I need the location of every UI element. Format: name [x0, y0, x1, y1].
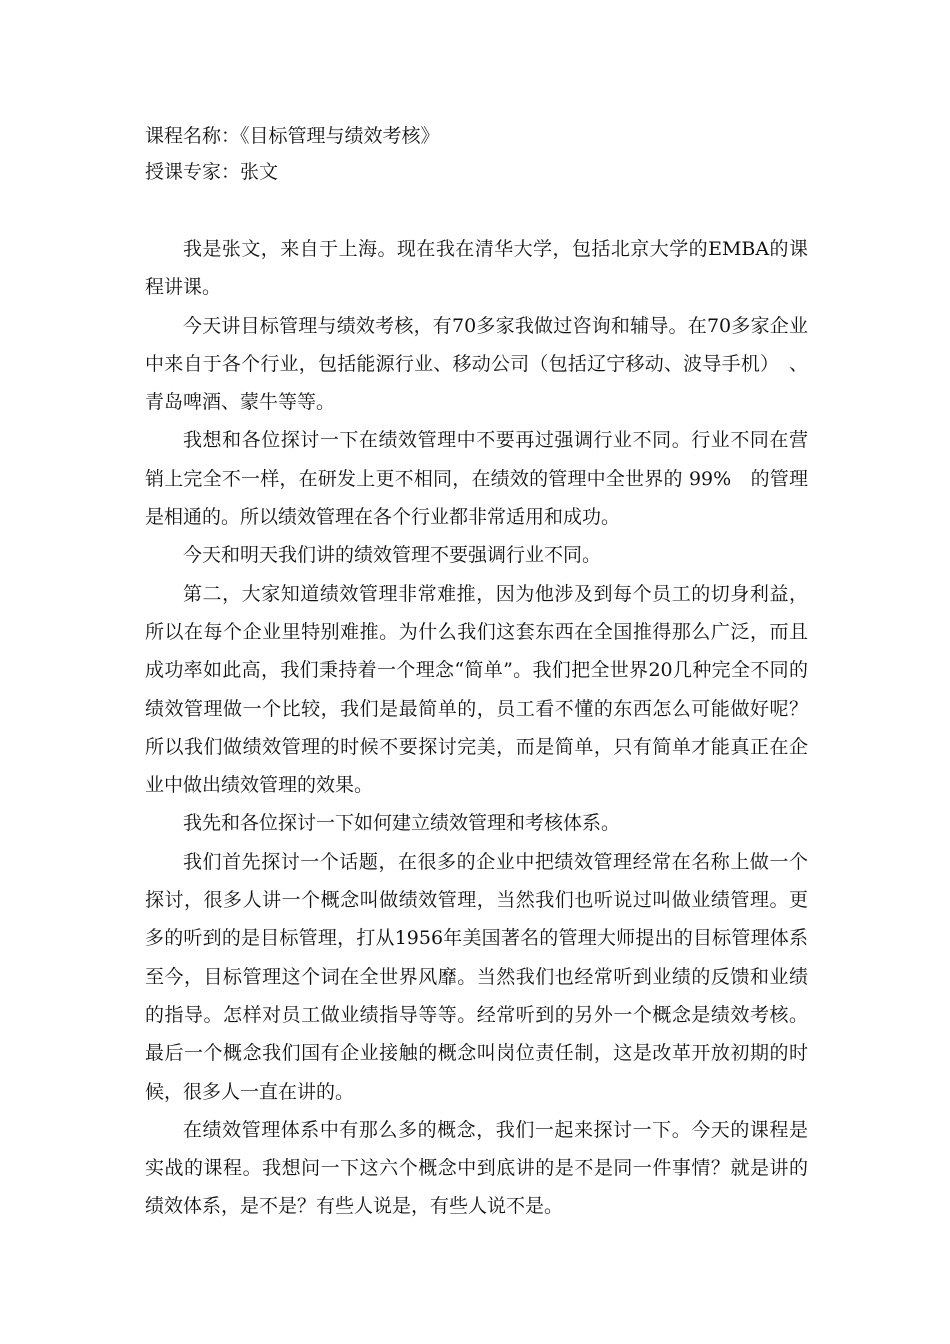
paragraph-concepts: 我们首先探讨一个话题，在很多的企业中把绩效管理经常在名称上做一个探讨，很多人讲一个概念叫做绩效管理，当然我们也听说过叫做业绩管理。更多的听到的是目标管理，打从1956年美国著名的管理大师提出的目标管理体系至今，目标管理这个词在全世界风靡。当然我们也经常听到业绩的反馈和业绩的指导。怎样对员工做业绩指导等等。经常听到的另外一个概念是绩效考核。最后一个概念我们国有企业接触的概念叫岗位责任制，这是改革开放初期的时候，很多人一直在讲的。	[145, 850, 808, 1103]
paragraph-no-industry-emphasis: 今天和明天我们讲的绩效管理不要强调行业不同。	[183, 544, 602, 567]
paragraph-question: 在绩效管理体系中有那么多的概念，我们一起来探讨一下。今天的课程是实战的课程。我想问一下这六个概念中到底讲的是不是同一件事情？就是讲的绩效体系，是不是？有些人说是，有些人说不是。	[145, 1118, 808, 1218]
paragraph-build-system: 我先和各位探讨一下如何建立绩效管理和考核体系。	[183, 812, 621, 835]
paragraph-simplicity: 第二，大家知道绩效管理非常难推，因为他涉及到每个员工的切身利益，所以在每个企业里特别难推。为什么我们这套东西在全国推得那么广泛，而且成功率如此高，我们秉持着一个理念“简单”。我们把全世界20几种完全不同的绩效管理做一个比较，我们是最简单的，员工看不懂的东西怎么可能做好呢？所以我们做绩效管理的时候不要探讨完美，而是简单，只有简单才能真正在企业中做出绩效管理的效果。	[145, 582, 808, 797]
section-spacer	[145, 190, 808, 230]
paragraph-intro: 我是张文，来自于上海。现在我在清华大学，包括北京大学的EMBA的课程讲课。	[145, 238, 808, 299]
course-name: 课程名称：《目标管理与绩效考核》	[145, 125, 440, 147]
document-page	[145, 118, 808, 1226]
paragraph-clients: 今天讲目标管理与绩效考核，有70多家我做过咨询和辅导。在70多家企业中来自于各个行业，包括能源行业、移动公司（包括辽宁移动、波导手机） 、青岛啤酒、蒙牛等等。	[145, 314, 808, 414]
paragraph-industry: 我想和各位探讨一下在绩效管理中不要再过强调行业不同。行业不同在营销上完全不一样，在研发上更不相同，在绩效的管理中全世界的 99% 的管理是相通的。所以绩效管理在各个行业都非常适用和成功。	[145, 429, 808, 529]
lecturer-name: 授课专家：张文	[145, 161, 279, 183]
